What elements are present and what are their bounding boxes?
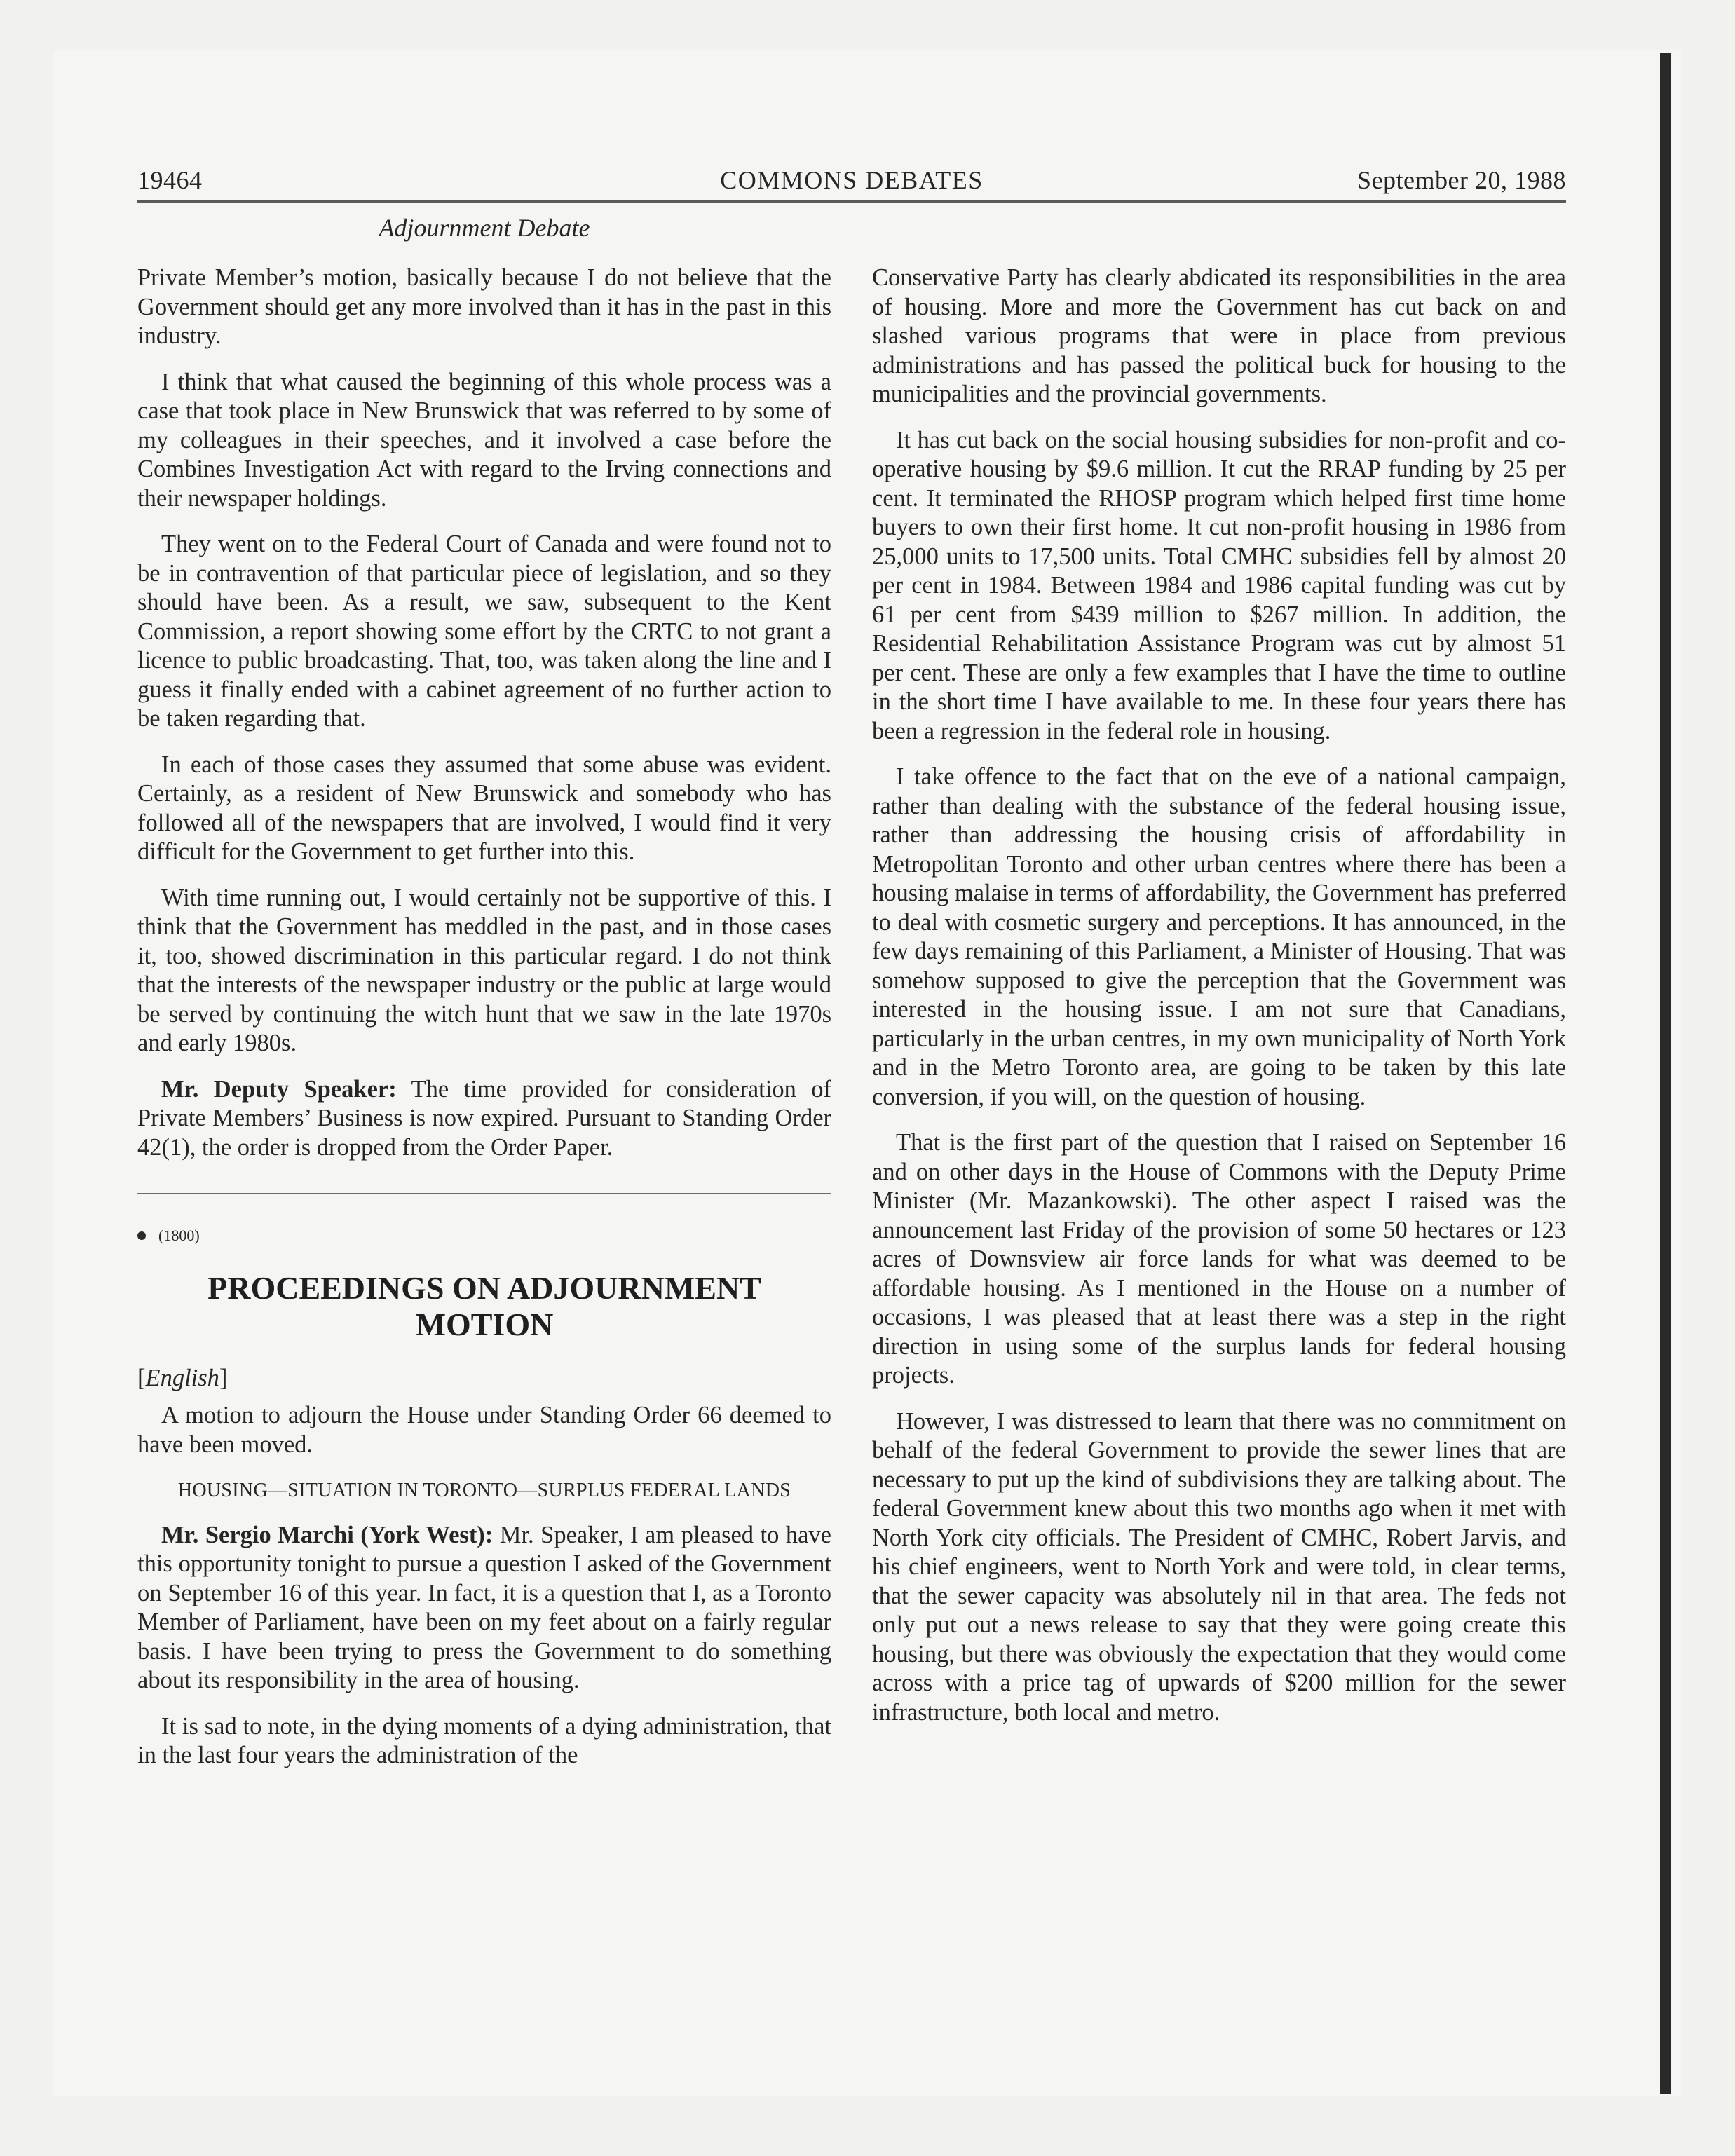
publication-title: COMMONS DEBATES: [720, 166, 984, 194]
speaker-name: Mr. Deputy Speaker:: [161, 1075, 397, 1103]
paragraph: However, I was distressed to learn that there was no commitment on behalf of the federal Government to provide the sewer lines that are necessary to put up the kind of subdivisions they are talking about. The federal Government knew about this two months ago when it met with North York city officials. The President of CMHC, Robert Jarvis, and his chief engineers, went to North York and were told, in clear terms, that the sewer capacity was absolutely nil in that area. The feds not only put out a news release to say that they were going create this housing, but there was obviously the expectation that they would come across with a price tag of upwards of $200 million for the sewer infrastructure, both local and metro.: [872, 1407, 1566, 1726]
bullet-icon: [137, 1231, 146, 1240]
paragraph: Private Member’s motion, basically because I do not believe that the Government should get any more involved than it has in the past in this industry.: [137, 264, 831, 349]
header-date: September 20, 1988: [1357, 166, 1566, 194]
proceedings-heading: [137, 1270, 831, 1343]
paragraph: I think that what caused the beginning of this whole process was a case that took place in New Brunswick that was referred to by some of my colleagues in their speeches, and it involved a case before the Combines Investigation Act with regard to the Irving connections and their newspaper holdings.: [137, 368, 831, 512]
debate-subheading: HOUSING—SITUATION IN TORONTO—SURPLUS FEDERAL LANDS: [177, 1480, 791, 1501]
paragraph: A motion to adjourn the House under Standing Order 66 deemed to have been moved.: [137, 1402, 831, 1458]
speaker-name: Mr. Sergio Marchi (York West):: [161, 1521, 494, 1548]
paragraph: They went on to the Federal Court of Canada and were found not to be in contravention of that particular piece of legislation, and so they should have been. As a result, we saw, subsequent to the Kent Commission, a report showing some effort by the CRTC to not grant a licence to public broadcasting. That, too, was taken along the line and I guess it finally ended with a cabinet agreement of no further action to be taken regarding that.: [137, 531, 831, 732]
paragraph: With time running out, I would certainly not be supportive of this. I think that the Government has meddled in the past, and in those cases it, too, showed discrimination in this particular regard. I do not think that the interests of the newspaper industry or the public at large would be served by continuing the witch hunt that we saw in the late 1970s and early 1980s.: [137, 884, 831, 1056]
right-column: [872, 264, 1566, 1744]
time-marker: [137, 1221, 831, 1250]
language-name: English: [145, 1364, 219, 1391]
paragraph: I take offence to the fact that on the eve of a national campaign, rather than dealing with the substance of the federal housing issue, rather than addressing the housing crisis of affordability in Metropolitan Toronto and other urban centres where there has been a housing malaise in terms of affordability, the Government has preferred to deal with cosmetic surgery and perceptions. It has announced, in the few days remaining of this Parliament, a Minister of Housing. That was somehow supposed to give the perception that the Government was interested in the housing issue. I am not sure that Canadians, particularly in the urban centres, in my own municipality of North York and in the Metro Toronto area, are going to be taken by this late conversion, if you will, on the question of housing.: [872, 763, 1566, 1110]
section-title: Adjournment Debate: [379, 214, 590, 242]
left-column: [137, 264, 831, 1787]
speaker-paragraph: [137, 1075, 831, 1163]
heading-line: PROCEEDINGS ON ADJOURNMENT: [207, 1269, 761, 1306]
speaker-text: The time provided for consideration of Private Members’ Business is now expired. Pursuant to Standing Order 42(1), the order is dropped from the Order Paper.: [137, 1075, 831, 1161]
speaker-paragraph: [137, 1521, 831, 1696]
scan-edge-bar: [1660, 53, 1671, 2094]
paragraph: In each of those cases they assumed that some abuse was evident. Certainly, as a resident of New Brunswick and somebody who has followed all of the newspapers that are involved, I would find it very difficult for the Government to get further into this.: [137, 751, 831, 865]
paragraph: It has cut back on the social housing subsidies for non-profit and co-operative housing by $9.6 million. It cut the RRAP funding by 25 per cent. It terminated the RHOSP program which helped first time home buyers to own their first home. It cut non-profit housing in 1986 from 25,000 units to 17,500 units. Total CMHC subsidies fell by almost 20 per cent in 1984. Between 1984 and 1986 capital funding was cut by 61 per cent from $439 million to $267 million. In addition, the Residential Rehabilitation Assistance Program was cut by almost 51 per cent. These are only a few examples that I have the time to outline in the short time I have available to me. In these four years there has been a regression in the federal role in housing.: [872, 426, 1566, 744]
section-divider: [137, 1193, 831, 1194]
language-tag: [English]: [137, 1364, 228, 1391]
paragraph: Conservative Party has clearly abdicated its responsibilities in the area of housing. More and more the Government has cut back on and slashed various programs that were in place from previous administrations and has passed the political buck for housing to the municipalities and the provincial governments.: [872, 264, 1566, 407]
time-marker-text: (1800): [158, 1227, 200, 1244]
heading-line: MOTION: [415, 1306, 554, 1342]
paragraph: It is sad to note, in the dying moments of a dying administration, that in the last four years the administration of the: [137, 1712, 831, 1768]
page-header: [137, 165, 1566, 203]
speaker-text: Mr. Speaker, I am pleased to have this opportunity tonight to pursue a question I asked of the Government on September 16 of this year. In fact, it is a question that I, as a Toronto Member of Parliament, have been on my feet about on a fairly regular basis. I have been trying to press the Government to do something about its responsibility in the area of housing.: [137, 1521, 831, 1693]
paragraph: That is the first part of the question that I raised on September 16 and on other days in the House of Commons with the Deputy Prime Minister (Mr. Mazankowski). The other aspect I raised was the announcement last Friday of the provision of some 50 hectares or 123 acres of Downsview air force lands for what was deemed to be affordable housing. As I mentioned in the House on a number of occasions, I was pleased that at least there was a step in the right direction in using some of the surplus lands for federal housing projects.: [872, 1129, 1566, 1389]
page-number: 19464: [137, 166, 203, 194]
